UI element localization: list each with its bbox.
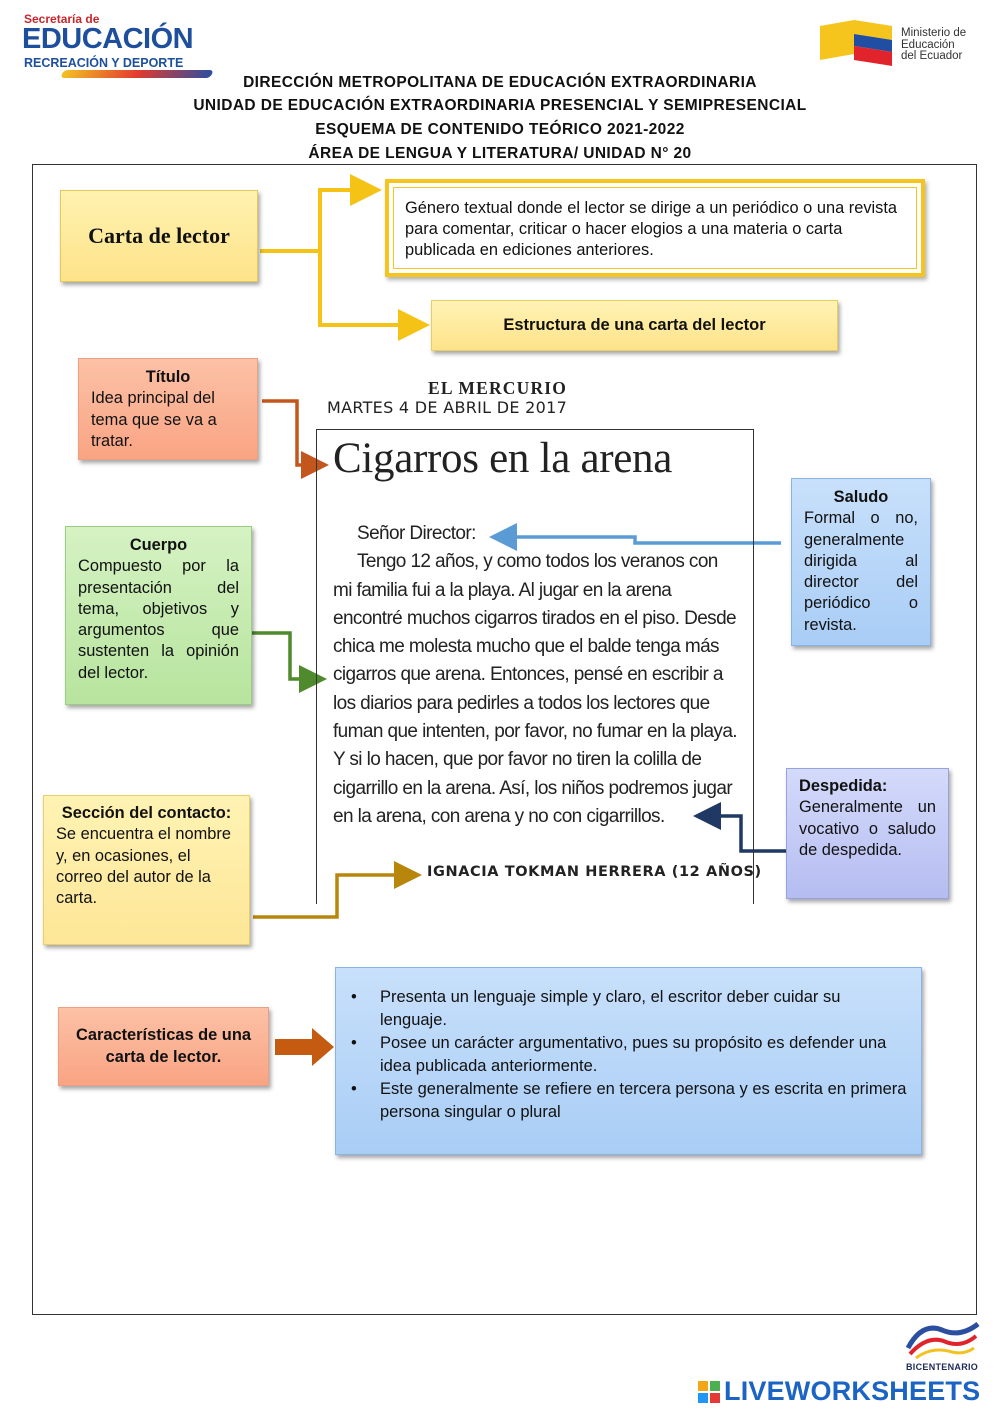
characteristic-item: • Presenta un lenguaje simple y claro, el escritor deber cuidar su lenguaje. (380, 986, 909, 1032)
saludo-text: Formal o no, generalmente dirigida al director del periódico o revista. (804, 509, 918, 634)
logo-left-line2: EDUCACIÓN (22, 23, 194, 55)
ministerio-text (901, 28, 966, 63)
definition-text: Género textual donde el lector se dirige a un periódico o una revista para comentar, criticar o hacer elogios a una materia o carta publicada en ediciones anteriores. (405, 199, 898, 259)
newspaper-masthead: EL MERCURIO (428, 378, 568, 398)
contacto-text: Se encuentra el nombre y, en ocasiones, el correo del autor de la carta. (56, 825, 231, 908)
ecuador-flag-icon (818, 20, 894, 68)
characteristics-list-box (335, 967, 922, 1155)
structure-label-box: Estructura de una carta del lector (431, 300, 838, 351)
newspaper-body-text: Tengo 12 años, y como todos los veranos con mi familia fui a la playa. Al jugar en la arena encontré muchos cigarros tirados en el piso. Desde chica me molesta mucho que el balde tenga más cigarros que arena. Entonces, pensé en escribir a los diarios para pedirles a todos los lectores que fuman que intenten, por favor, no fumar en la playa. Y si lo hacen, que por favor no tiren la colilla de cigarrillo en la arena. Así, los niños podremos jugar en la arena, con arena y no con cigarrillos. (333, 551, 737, 827)
header-line-1: DIRECCIÓN METROPOLITANA DE EDUCACIÓN EXTRAORDINARIA (243, 74, 757, 91)
bicentenario-badge (902, 1318, 984, 1374)
caracteristicas-label-box (58, 1007, 269, 1086)
liveworksheets-text: LIVEWORKSHEETS (724, 1376, 981, 1406)
caracteristicas-label: Características de una carta de lector. (76, 1026, 251, 1066)
saludo-heading: Saludo (833, 488, 889, 506)
despedida-box (786, 768, 949, 899)
ministerio-educacion-logo (818, 18, 988, 72)
contacto-heading: Sección del contacto: (61, 804, 232, 822)
titulo-heading: Título (145, 368, 191, 386)
bicentenario-label: BICENTENARIO (906, 1362, 979, 1372)
newspaper-body (333, 520, 738, 831)
titulo-box (78, 358, 258, 460)
header-line-4: ÁREA DE LENGUA Y LITERATURA/ UNIDAD N° 20 (308, 145, 692, 162)
logo-left-line1: Secretaría de (24, 12, 100, 26)
newspaper-greeting: Señor Director: (357, 523, 476, 544)
liveworksheets-logo-icon (698, 1381, 720, 1403)
cuerpo-box (65, 526, 252, 705)
header-line-2: UNIDAD DE EDUCACIÓN EXTRAORDINARIA PRESENCIAL Y SEMIPRESENCIAL (193, 97, 807, 114)
titulo-text: Idea principal del tema que se va a tratar. (91, 389, 217, 450)
carta-de-lector-box: Carta de lector (60, 190, 258, 282)
characteristic-item: • Este generalmente se refiere en tercera persona y es escrita en primera persona singular o plural (380, 1078, 909, 1124)
newspaper-headline: Cigarros en la arena (333, 435, 673, 482)
bicentenario-emblem-icon (902, 1318, 984, 1362)
ministry-line2: Educación (901, 38, 955, 51)
despedida-text: Generalmente un vocativo o saludo de despedida. (799, 798, 936, 859)
ministry-line3: del Ecuador (901, 50, 963, 62)
characteristic-item: • Posee un carácter argumentativo, pues su propósito es defender una idea publicada anteriormente. (380, 1032, 909, 1078)
header-line-3: ESQUEMA DE CONTENIDO TEÓRICO 2021-2022 (315, 121, 685, 138)
ministry-line1: Ministerio de (901, 27, 967, 39)
logo-left-line3: RECREACIÓN Y DEPORTE (24, 56, 184, 70)
contacto-box (43, 795, 250, 945)
definition-box (385, 179, 925, 277)
saludo-box (791, 478, 931, 646)
cuerpo-text: Compuesto por la presentación del tema, objetivos y argumentos que sustenten la opinión del lector. (78, 557, 239, 682)
characteristics-list (348, 986, 909, 1124)
newspaper-date: MARTES 4 DE ABRIL DE 2017 (327, 398, 568, 417)
secretaria-educacion-logo (22, 12, 207, 74)
cuerpo-heading: Cuerpo (129, 536, 188, 554)
despedida-heading: Despedida: (799, 777, 888, 795)
newspaper-signature: IGNACIA TOKMAN HERRERA (12 AÑOS) (427, 864, 762, 880)
